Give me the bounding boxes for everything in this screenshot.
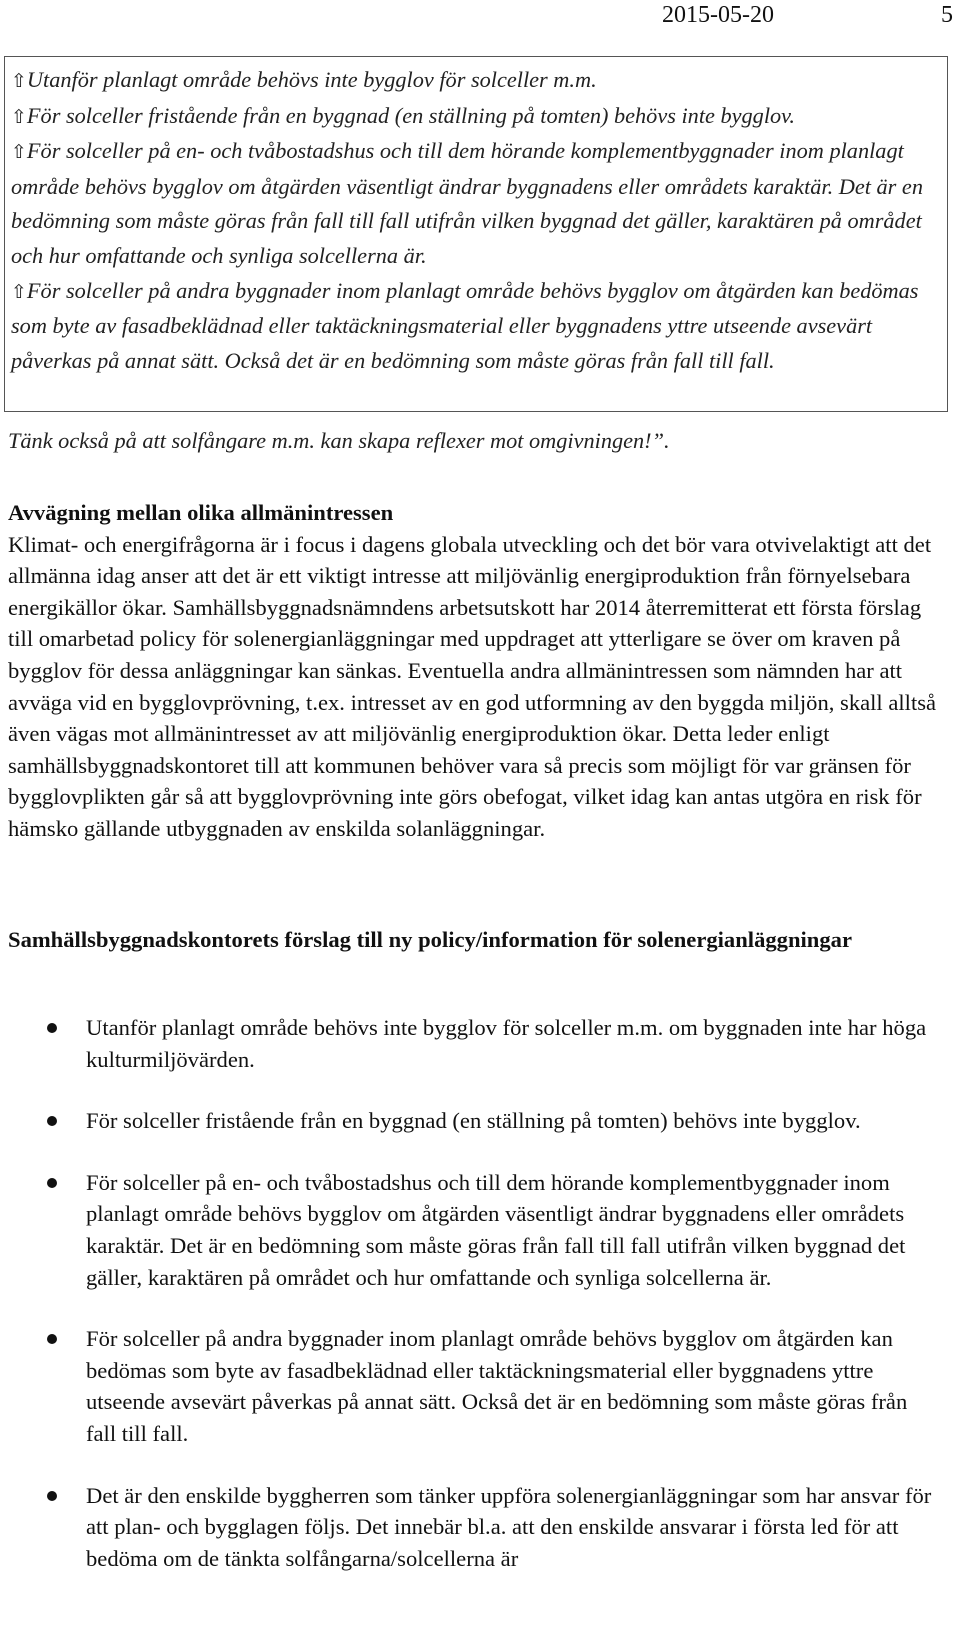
- page-number: 5: [941, 2, 953, 28]
- document-date: 2015-05-20: [662, 2, 774, 28]
- policy-bullet-list: [0, 1012, 960, 1604]
- quote-item-text: För solceller på en- och tvåbostadshus och till dem hörande komplementbyggnader inom planlagt område behövs bygglov om åtgärden väsentligt ändrar byggnadens eller områdets karaktär. Det är en bedömning som måste göras från fall till fall utifrån vilken byggnad det gäller, karaktären på området och hur omfattande och synliga solcellerna är.: [11, 138, 923, 268]
- list-item-text: Det är den enskilde byggherren som tänker uppföra solenergianläggningar som har ansvar för att plan- och bygglagen följs. Det innebär bl.a. att den enskilde ansvarar i första led för att bedöma om de tänkta solfångarna/solcellerna är: [86, 1482, 932, 1571]
- section-heading: Samhällsbyggnadskontorets förslag till ny policy/information för solenergianläggningar: [8, 927, 852, 952]
- quote-item: [11, 99, 942, 135]
- up-arrow-icon: ⇧: [11, 141, 27, 164]
- list-item-text: Utanför planlagt område behövs inte bygglov för solceller m.m. om byggnaden inte har höga kulturmiljövärden.: [86, 1015, 927, 1072]
- list-item: [0, 1167, 960, 1293]
- up-arrow-icon: ⇧: [11, 105, 27, 128]
- quote-item-text: Utanför planlagt område behövs inte bygglov för solceller m.m.: [26, 67, 597, 92]
- quote-item: [11, 63, 942, 99]
- up-arrow-icon: ⇧: [11, 70, 27, 92]
- bullet-icon: [47, 1116, 57, 1126]
- section-body: Klimat- och energifrågorna är i focus i dagens globala utveckling och det bör vara otvivelaktigt att det allmänna idag anser att det är ett viktigt intresse att miljövänlig energiproduktion från förnyelsebara energikällor ökar. Samhällsbyggnadsnämndens arbetsutskott har 2014 återremitterat ett första förslag till omarbetad policy för solenergianläggningar med uppdraget att ytterligare se över om kraven på bygglov för dessa anläggningar kan sänkas. Eventuella andra allmänintressen som nämnden har att avväga vid en bygglovprövning, t.ex. intresset av en god utformning av den byggda miljön, skall alltså även vägas mot allmänintresset av att miljövänlig energiproduktion ökar. Detta leder enligt samhällsbyggnadskontoret till att kommunen behöver vara så precis som möjligt för var gränsen för bygglovplikten går så att bygglovprövning inte görs obefogat, vilket idag kan antas utgöra en risk för hämsko gällande utbyggnaden av enskilda solanläggningar.: [8, 531, 937, 841]
- reflection-note: Tänk också på att solfångare m.m. kan skapa reflexer mot omgivningen!”.: [8, 428, 670, 453]
- list-item: [0, 1105, 960, 1137]
- list-item-text: För solceller på en- och tvåbostadshus och till dem hörande komplementbyggnader inom planlagt område behövs bygglov om åtgärden väsentligt ändrar byggnadens eller områdets karaktär. Det är en bedömning som måste göras från fall till fall utifrån vilken byggnad det gäller, karaktären på området och hur omfattande och synliga solcellerna är.: [86, 1169, 906, 1290]
- page-header: [0, 0, 960, 40]
- section-policy-proposal: [8, 924, 943, 956]
- section-heading: Avvägning mellan olika allmänintressen: [8, 500, 394, 525]
- bullet-icon: [47, 1178, 57, 1188]
- list-item-text: För solceller på andra byggnader inom planlagt område behövs bygglov om åtgärden kan bedömas som byte av fasadbeklädnad eller taktäckningsmaterial eller byggnadens yttre utseende avsevärt påverkas på annat sätt. Också det är en bedömning som måste göras från fall till fall.: [86, 1326, 908, 1446]
- bullet-icon: [47, 1491, 57, 1501]
- quote-item-text: För solceller på andra byggnader inom planlagt område behövs bygglov om åtgärden kan bedömas som byte av fasadbeklädnad eller taktäckningsmaterial eller byggnadens yttre utseende avsevärt påverkas på annat sätt. Också det är en bedömning som måste göras från fall till fall.: [11, 277, 919, 373]
- list-item: [0, 1480, 960, 1575]
- up-arrow-icon: ⇧: [11, 280, 27, 303]
- list-item: [0, 1323, 960, 1449]
- quote-item: [11, 134, 942, 273]
- list-item-text: För solceller fristående från en byggnad (en ställning på tomten) behövs inte bygglov.: [86, 1108, 861, 1134]
- quote-item-text: För solceller fristående från en byggnad (en ställning på tomten) behövs inte bygglov.: [26, 102, 795, 128]
- bullet-icon: [47, 1023, 57, 1033]
- quote-item: [11, 274, 942, 379]
- bullet-icon: [47, 1334, 57, 1344]
- quoted-policy-box: [4, 56, 948, 412]
- section-balancing-interests: [8, 497, 943, 845]
- list-item: [0, 1012, 960, 1075]
